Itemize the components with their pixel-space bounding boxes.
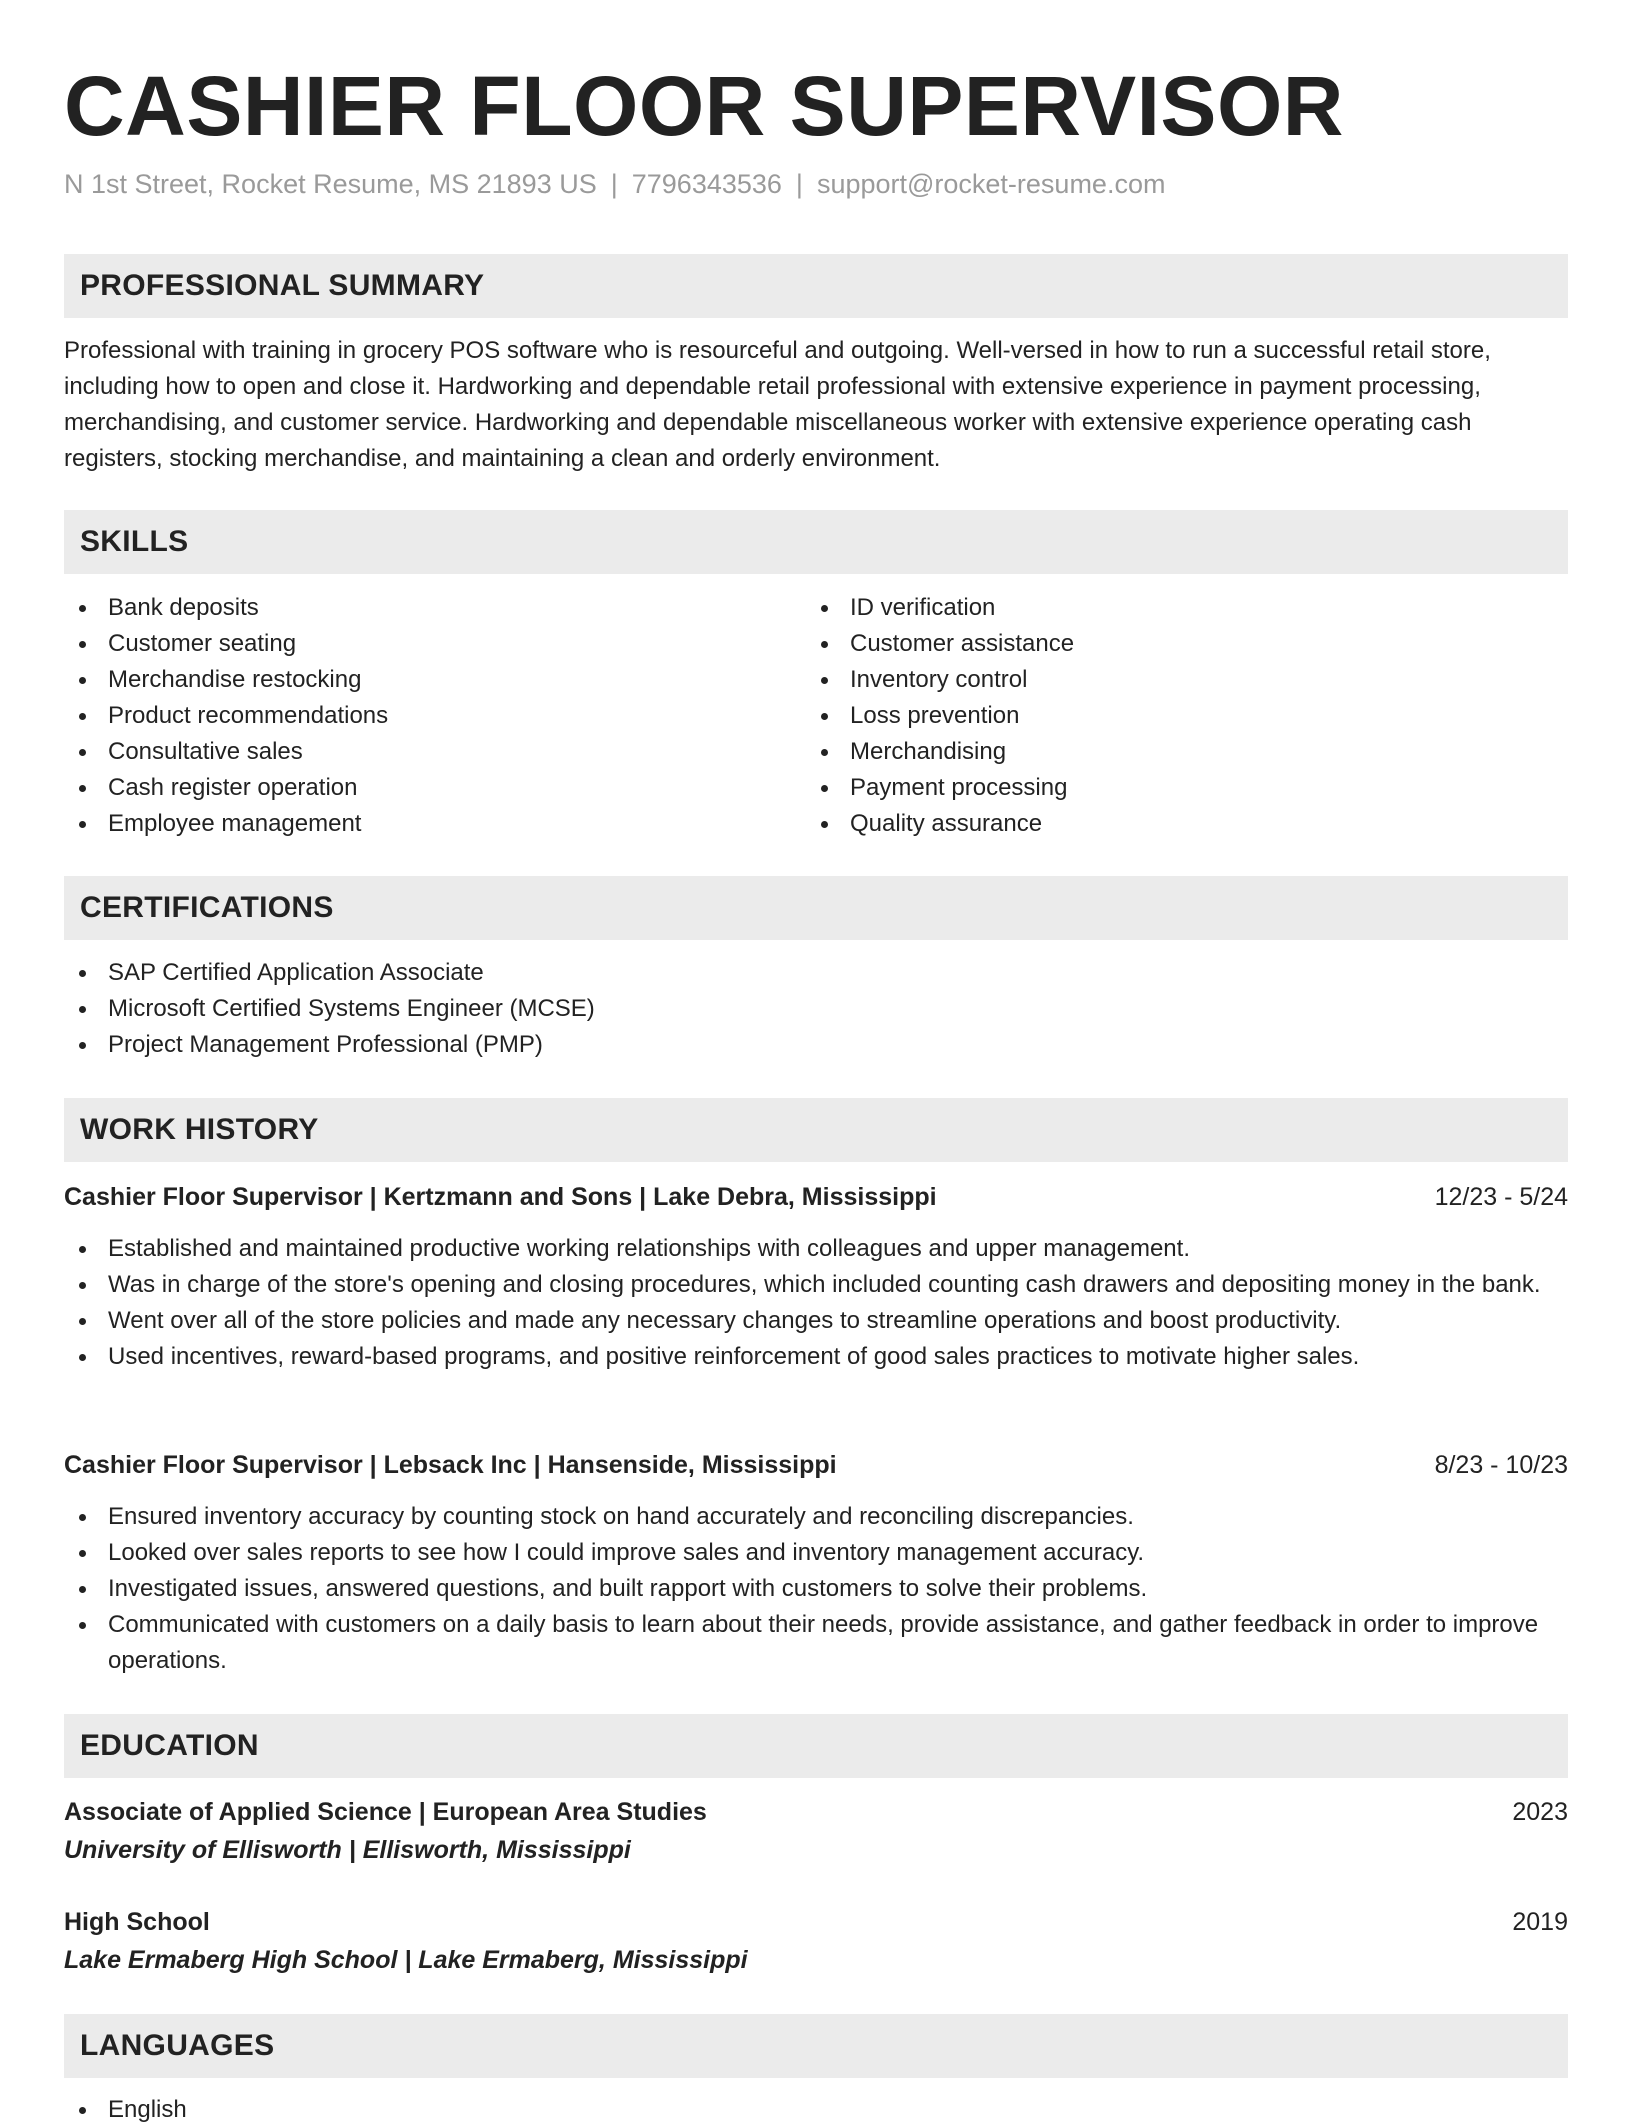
skill-item: Payment processing (806, 770, 1506, 806)
education-school: Lake Ermaberg High School | Lake Ermaberg, Mississippi (64, 1946, 748, 1974)
job-title: Cashier Floor Supervisor | Lebsack Inc | Hansenside, Mississippi (64, 1451, 837, 1479)
skill-item: Merchandise restocking (64, 662, 764, 698)
job-bullet: Looked over sales reports to see how I could improve sales and inventory management accuracy. (64, 1535, 1568, 1571)
job-dates: 12/23 - 5/24 (1434, 1183, 1568, 1211)
education-degree: High School (64, 1908, 210, 1936)
skill-item: Inventory control (806, 662, 1506, 698)
skill-item: Quality assurance (806, 806, 1506, 842)
job-bullet: Communicated with customers on a daily basis to learn about their needs, provide assistance, and gather feedback in order to improve operations. (64, 1607, 1568, 1679)
contact-line (64, 166, 1165, 202)
skill-item: Bank deposits (64, 590, 764, 626)
education-degree: Associate of Applied Science | European Area Studies (64, 1798, 707, 1826)
job-bullet: Ensured inventory accuracy by counting stock on hand accurately and reconciling discrepancies. (64, 1499, 1568, 1535)
certification-item: Project Management Professional (PMP) (64, 1027, 1568, 1063)
language-item: English (64, 2092, 1568, 2128)
skills-column-left (64, 590, 764, 842)
section-title-summary: PROFESSIONAL SUMMARY (80, 269, 485, 302)
job-bullets (64, 1231, 1568, 1375)
job-title: Cashier Floor Supervisor | Kertzmann and Sons | Lake Debra, Mississippi (64, 1183, 937, 1211)
certification-item: Microsoft Certified Systems Engineer (MCSE) (64, 991, 1568, 1027)
section-title-languages: LANGUAGES (80, 2029, 275, 2062)
section-header-work-history (64, 1098, 1568, 1162)
skill-item: Customer seating (64, 626, 764, 662)
contact-separator: | (795, 169, 803, 199)
education-header (64, 1904, 1568, 1940)
section-header-certifications (64, 876, 1568, 940)
section-title-certifications: CERTIFICATIONS (80, 891, 334, 924)
job-bullet: Established and maintained productive working relationships with colleagues and upper management. (64, 1231, 1568, 1267)
job-bullet: Was in charge of the store's opening and closing procedures, which included counting cash drawers and depositing money in the bank. (64, 1267, 1568, 1303)
section-header-languages (64, 2014, 1568, 2078)
education-year: 2023 (1512, 1798, 1568, 1826)
skill-item: Merchandising (806, 734, 1506, 770)
education-year: 2019 (1512, 1908, 1568, 1936)
certification-item: SAP Certified Application Associate (64, 955, 1568, 991)
education-school: University of Ellisworth | Ellisworth, Mississippi (64, 1836, 631, 1864)
section-title-skills: SKILLS (80, 525, 189, 558)
job-bullets (64, 1499, 1568, 1679)
job-header (64, 1447, 1568, 1483)
skill-item: Customer assistance (806, 626, 1506, 662)
skill-item: ID verification (806, 590, 1506, 626)
contact-phone: 7796343536 (631, 169, 782, 199)
section-header-skills (64, 510, 1568, 574)
job-bullet: Went over all of the store policies and made any necessary changes to streamline operations and boost productivity. (64, 1303, 1568, 1339)
skill-item: Consultative sales (64, 734, 764, 770)
education-header (64, 1794, 1568, 1830)
candidate-name: CASHIER FLOOR SUPERVISOR (64, 59, 1344, 153)
section-header-summary (64, 254, 1568, 318)
skills-column-right (806, 590, 1506, 842)
summary-text: Professional with training in grocery POS software who is resourceful and outgoing. Well-versed in how to run a successful retail store, including how to open and close it. Hardworking and dependable retail professional with extensive experience in payment processing, merchandising, and customer service. Hardworking and dependable miscellaneous worker with extensive experience operating cash registers, stocking merchandise, and maintaining a clean and orderly environment. (64, 337, 1491, 472)
skill-item: Loss prevention (806, 698, 1506, 734)
contact-address: N 1st Street, Rocket Resume, MS 21893 US (64, 169, 597, 199)
languages-list (64, 2092, 1568, 2128)
contact-email: support@rocket-resume.com (816, 169, 1166, 199)
section-title-work-history: WORK HISTORY (80, 1113, 319, 1146)
job-dates: 8/23 - 10/23 (1434, 1451, 1568, 1479)
skill-item: Employee management (64, 806, 764, 842)
job-bullet: Investigated issues, answered questions, and built rapport with customers to solve their problems. (64, 1571, 1568, 1607)
job-bullet: Used incentives, reward-based programs, and positive reinforcement of good sales practices to motivate higher sales. (64, 1339, 1568, 1375)
skill-item: Cash register operation (64, 770, 764, 806)
job-header (64, 1179, 1568, 1215)
certifications-list (64, 955, 1568, 1063)
section-header-education (64, 1714, 1568, 1778)
skill-item: Product recommendations (64, 698, 764, 734)
contact-separator: | (610, 169, 618, 199)
section-title-education: EDUCATION (80, 1729, 259, 1762)
